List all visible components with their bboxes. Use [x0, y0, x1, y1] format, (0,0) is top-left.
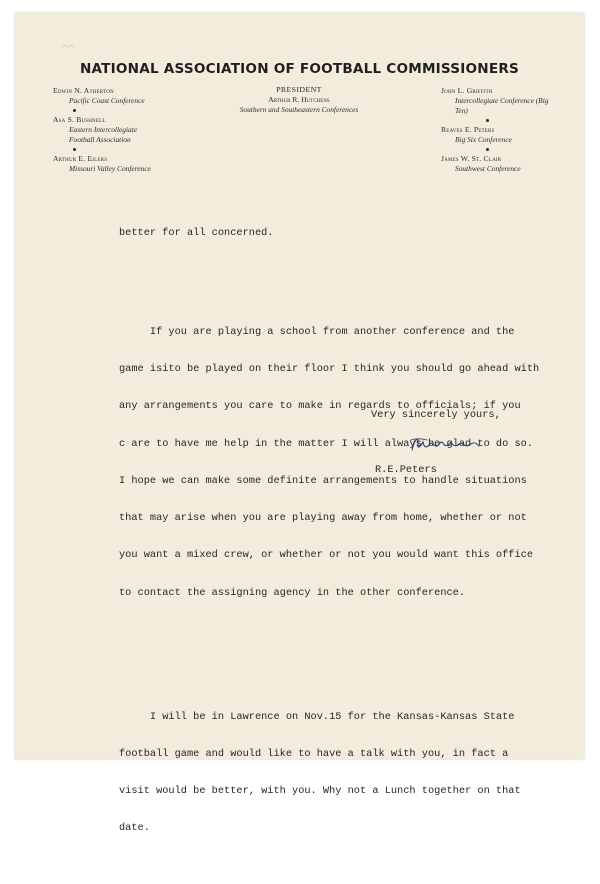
- president-conference: Southern and Southeastern Conferences: [239, 105, 359, 114]
- body-line: c are to have me help in the matter I will always be glad to do so.: [119, 437, 534, 450]
- bullet-dot: [486, 119, 489, 122]
- member-name: Arthur E. Eilers: [53, 154, 108, 163]
- member-conference: Southwest Conference: [455, 164, 521, 173]
- letter-body: [119, 202, 589, 884]
- member-name: John L. Griffith: [441, 86, 493, 95]
- letter-page: [15, 13, 584, 835]
- typed-signature-name: R.E.Peters: [375, 464, 437, 476]
- left-member-list: [53, 86, 223, 174]
- member-conference: Missouri Valley Conference: [69, 164, 151, 173]
- body-line: you want a mixed crew, or whether or not you would want this office: [119, 549, 534, 562]
- body-line: date.: [119, 822, 150, 835]
- member-conference: Big Six Conference: [455, 135, 512, 144]
- paragraph-1: [119, 301, 589, 624]
- paragraph-2: [119, 686, 589, 860]
- member-entry: [441, 125, 561, 145]
- bullet-dot: [486, 148, 489, 151]
- bullet-dot: [73, 109, 76, 112]
- member-conference: Intercollegiate Conference (Big Ten): [455, 96, 549, 115]
- member-entry: [441, 86, 561, 116]
- member-entry: [441, 154, 561, 174]
- member-entry: [53, 154, 223, 174]
- member-conference: Eastern Intercollegiate Football Association: [69, 125, 138, 144]
- body-line: any arrangements you care to make in regards to officials; if you: [119, 400, 521, 413]
- member-name: Edwin N. Atherton: [53, 86, 114, 95]
- closing-line: Very sincerely yours,: [371, 409, 501, 421]
- member-conference: Pacific Coast Conference: [69, 96, 145, 105]
- body-line: that may arise when you are playing away from home, whether or not: [119, 512, 527, 525]
- paper-mark: [61, 43, 79, 49]
- body-line: I hope we can make some definite arrangements to handle situations: [119, 474, 527, 487]
- bullet-dot: [73, 148, 76, 151]
- body-line: If you are playing a school from another conference and the: [119, 326, 515, 339]
- body-line: game isito be played on their floor I think you should go ahead with: [119, 363, 540, 376]
- body-line: I will be in Lawrence on Nov.15 for the Kansas-Kansas State: [119, 710, 515, 723]
- letterhead-title: NATIONAL ASSOCIATION OF FOOTBALL COMMISSIONERS: [79, 61, 520, 77]
- member-name: Asa S. Bushnell: [53, 115, 106, 124]
- body-line: to contact the assigning agency in the other conference.: [119, 586, 466, 599]
- president-label: PRESIDENT: [276, 85, 322, 94]
- member-name: James W. St. Clair: [441, 154, 502, 163]
- member-name: Reaves E. Peters: [441, 125, 495, 134]
- president-name: Arthur R. Hutchens: [268, 95, 330, 104]
- handwritten-signature: [409, 434, 485, 456]
- president-block: [201, 85, 397, 115]
- opening-line: better for all concerned.: [119, 226, 274, 239]
- right-member-list: [441, 86, 561, 174]
- body-line: football game and would like to have a talk with you, in fact a: [119, 747, 509, 760]
- member-entry: [53, 86, 223, 106]
- member-entry: [53, 115, 223, 145]
- body-line: visit would be better, with you. Why not a Lunch together on that: [119, 785, 521, 798]
